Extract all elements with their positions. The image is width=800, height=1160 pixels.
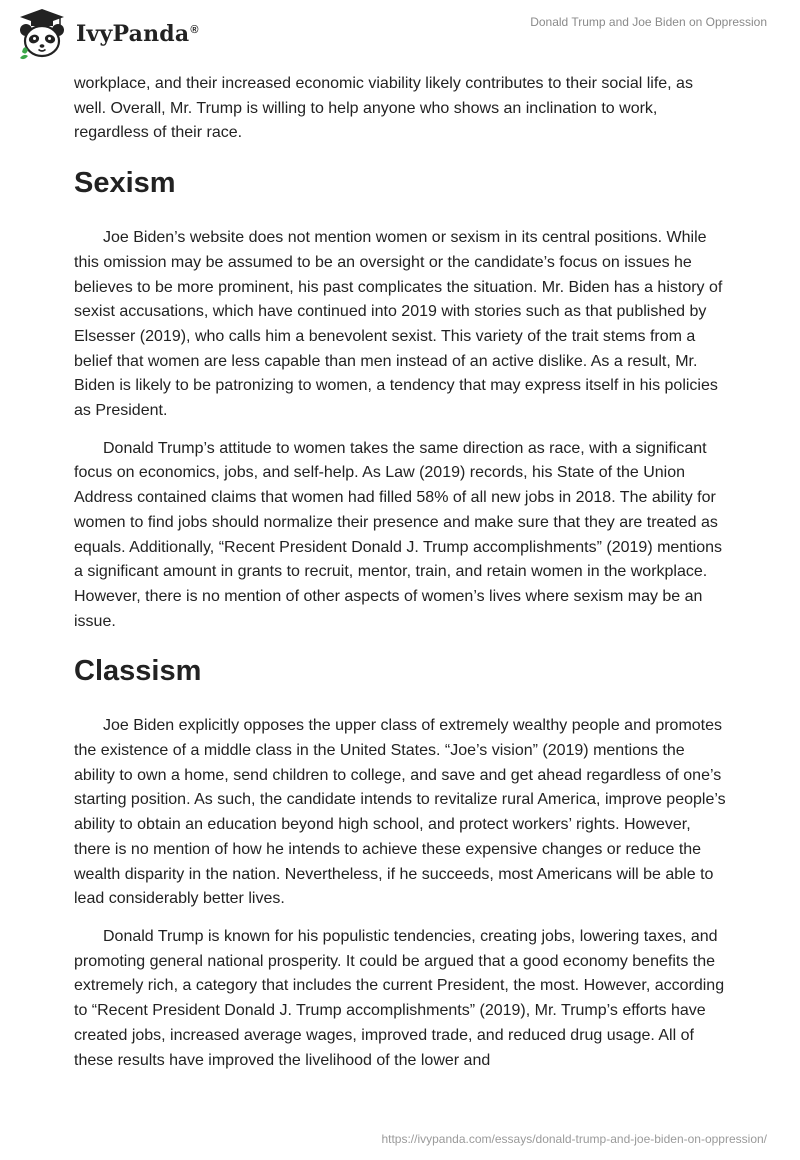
document-title: Donald Trump and Joe Biden on Oppression — [530, 15, 767, 29]
source-url[interactable]: https://ivypanda.com/essays/donald-trump-and-joe-biden-on-oppression/ — [381, 1132, 767, 1146]
brand-logo[interactable] — [14, 6, 199, 62]
section-heading-classism: Classism — [74, 655, 202, 688]
essay-body — [74, 72, 728, 1086]
brand-name: IvyPanda® — [76, 21, 199, 47]
paragraph: Joe Biden’s website does not mention women or sexism in its central positions. While this omission may be assumed to be an oversight or the candidate’s focus on issues he believes to be more prominent, his past complicates the situation. Mr. Biden has a history of sexist accusations, which have continued into 2019 with stories such as that published by Elsesser (2019), who calls him a benevolent sexist. This variety of the trait stems from a belief that women are less capable than men instead of an active dislike. As a result, Mr. Biden is likely to be patronizing to women, a tendency that may express itself in his policies as President. — [74, 229, 723, 420]
intro-paragraph: workplace, and their increased economic viability likely contributes to their social life, as well. Overall, Mr. Trump is willing to help anyone who shows an inclination to work, regardless of their race. — [74, 75, 693, 142]
page-header — [0, 0, 800, 70]
paragraph: Joe Biden explicitly opposes the upper class of extremely wealthy people and promotes the existence of a middle class in the United States. “Joe’s vision” (2019) mentions the ability to own a home, send children to college, and save and get ahead regardless of one’s starting position. As such, the candidate intends to revitalize rural America, improve people’s ability to obtain an education beyond high school, and protect workers’ rights. However, there is no mention of how he intends to achieve these expensive changes or reduce the wealth disparity in the nation. Nevertheless, if he succeeds, most Americans will be able to lead considerably better lives. — [74, 717, 726, 908]
panda-graduate-icon — [14, 6, 70, 62]
section-heading-sexism: Sexism — [74, 167, 176, 200]
registered-mark: ® — [190, 23, 199, 36]
paragraph: Donald Trump’s attitude to women takes the same direction as race, with a significant focus on economics, jobs, and self-help. As Law (2019) records, his State of the Union Address contained claims that women had filled 58% of all new jobs in 2018. The ability for women to find jobs should normalize their presence and make sure that they are treated as equals. Additionally, “Recent President Donald J. Trump accomplishments” (2019) mentions a significant amount in grants to recruit, mentor, train, and retain women in the workplace. However, there is no mention of other aspects of women’s lives where sexism may be an issue. — [74, 439, 723, 630]
paragraph: Donald Trump is known for his populistic tendencies, creating jobs, lowering taxes, and promoting general national prosperity. It could be argued that a good economy benefits the extremely rich, a category that includes the current President, the most. However, according to “Recent President Donald J. Trump accomplishments” (2019), Mr. Trump’s efforts have created jobs, increased average wages, improved trade, and reduced drug usage. All of these results have improved the livelihood of the lower and — [74, 927, 725, 1069]
